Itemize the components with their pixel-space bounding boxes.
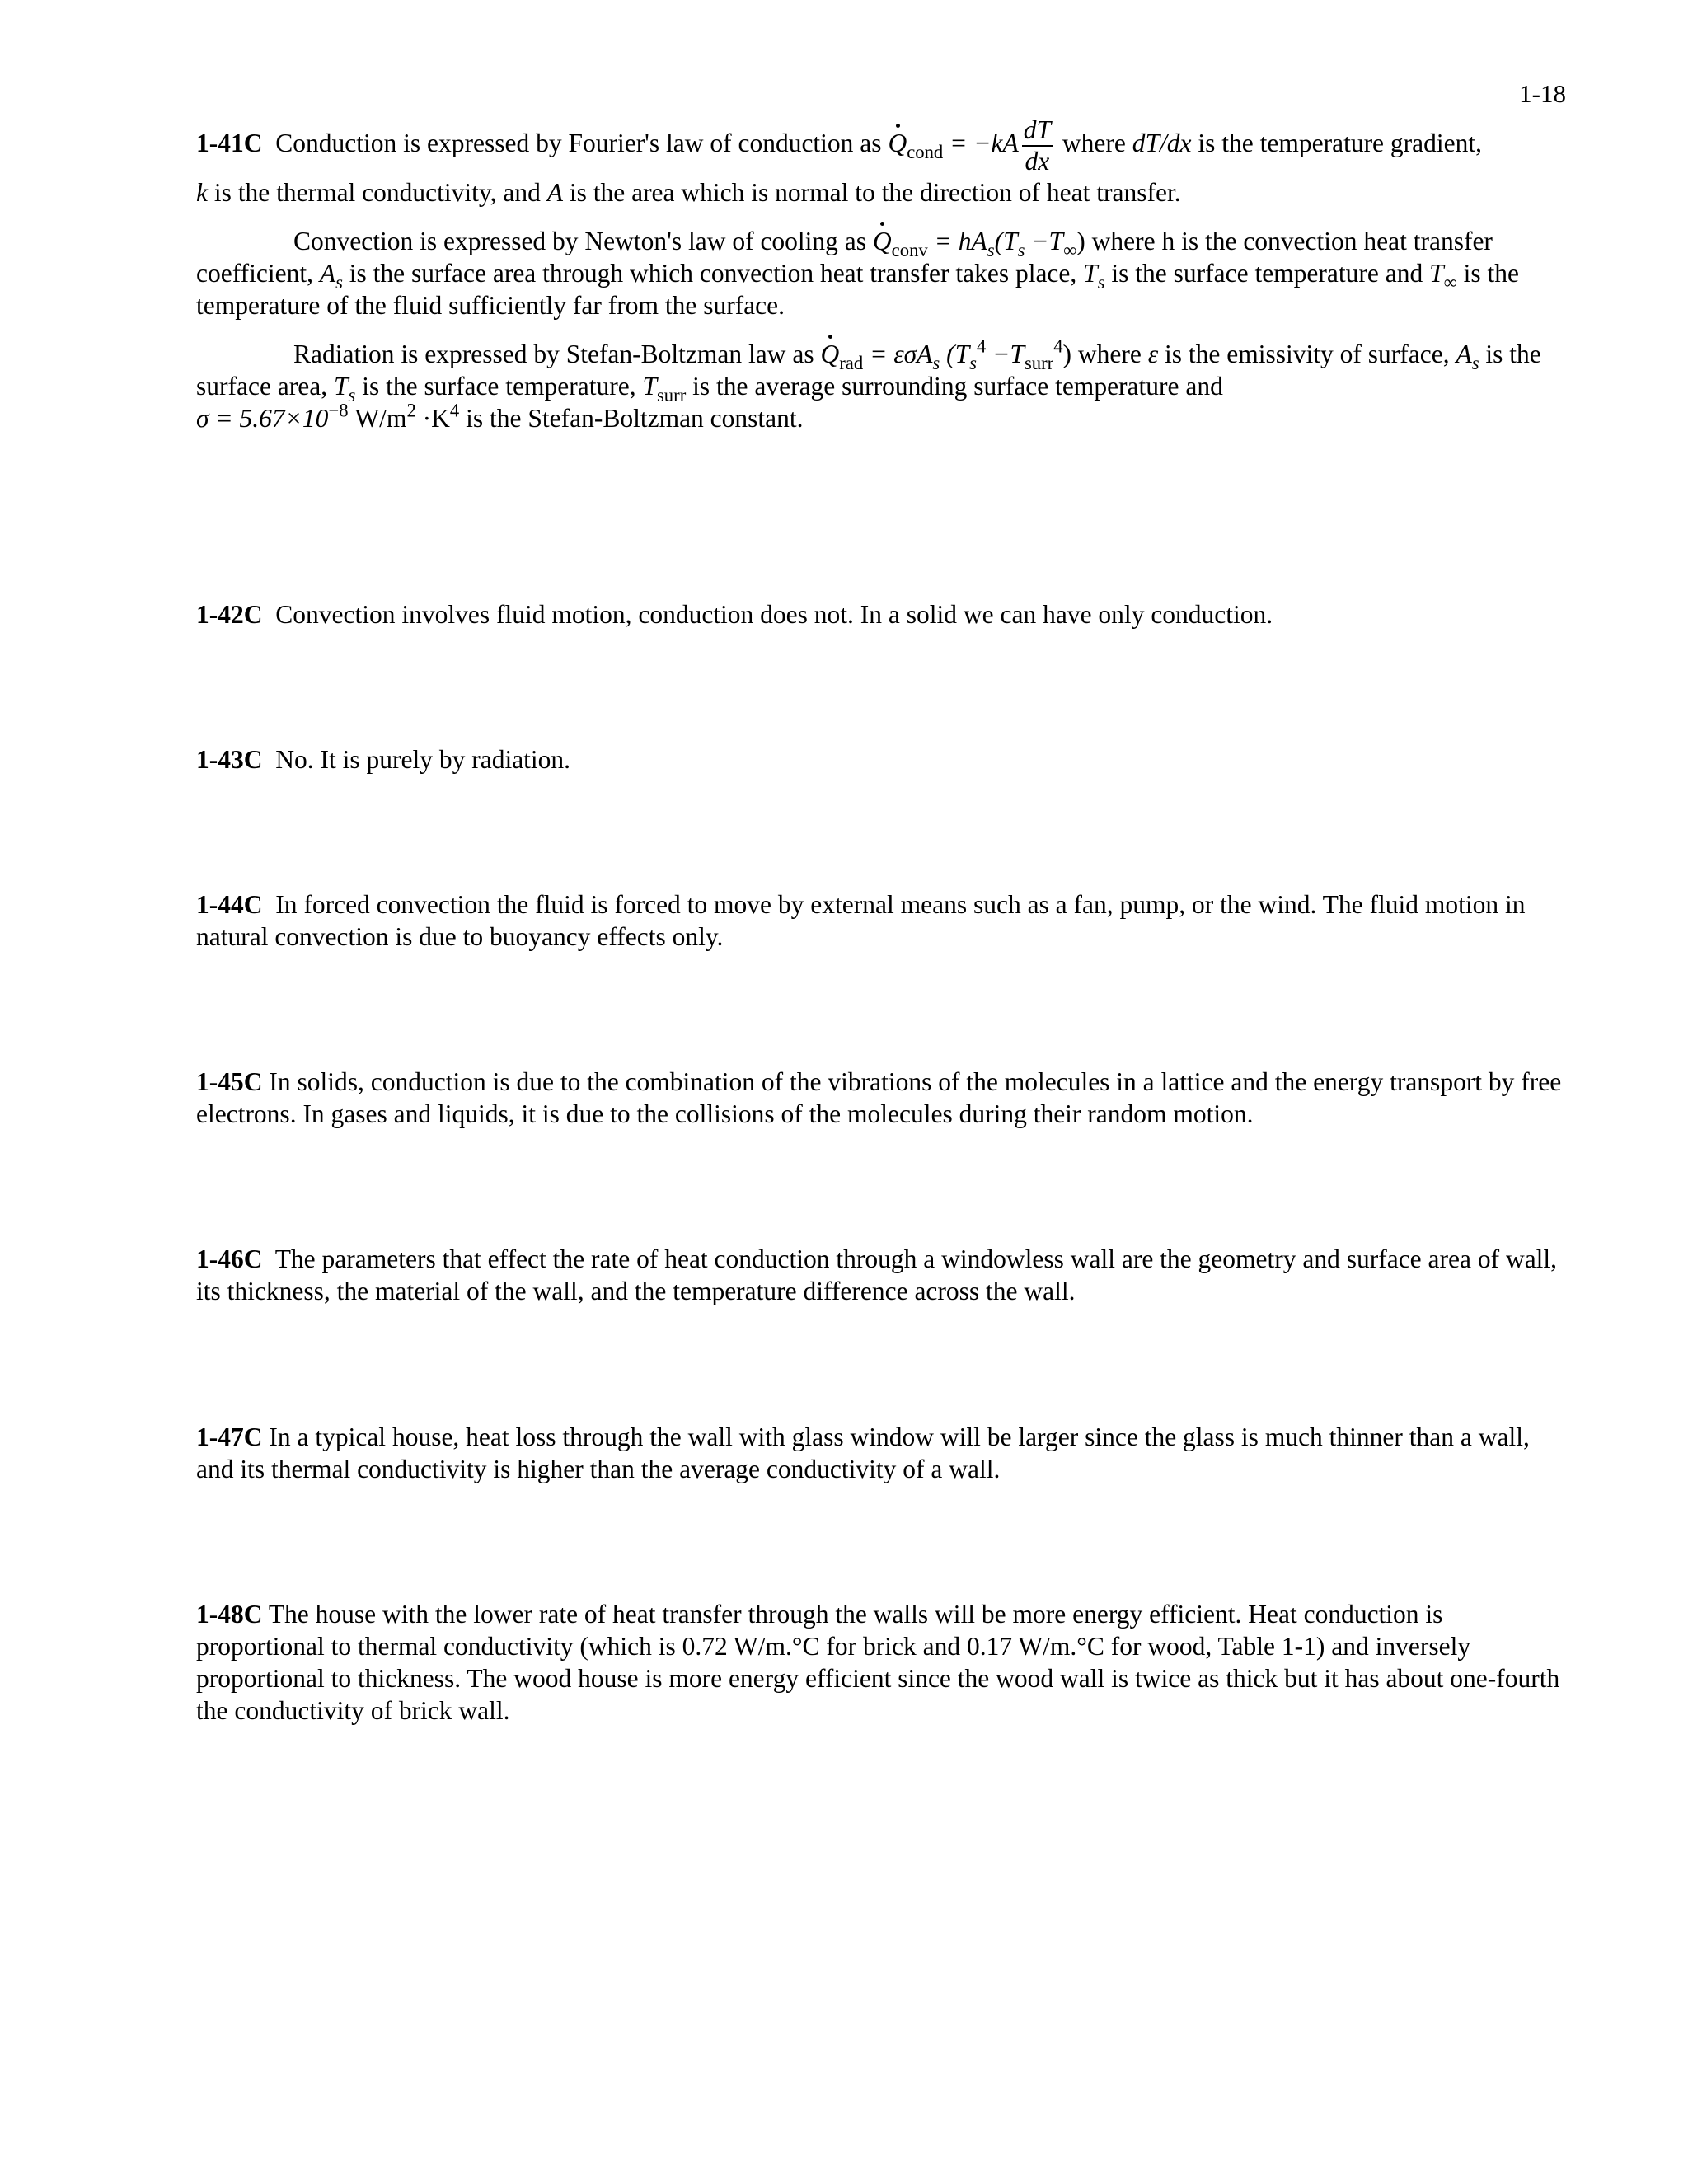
answer-number: 1-42C xyxy=(196,600,263,629)
answer-number: 1-45C xyxy=(196,1067,263,1096)
answer-1-47c xyxy=(196,1421,1564,1485)
answer-number: 1-44C xyxy=(196,890,263,919)
answer-number: 1-48C xyxy=(196,1600,263,1629)
answer-number: 1-43C xyxy=(196,745,263,774)
fourier-equation: $Q_{cond} = -kA$ $\frac{dT}{dx}$ xyxy=(888,115,1052,176)
page-number: 1-18 xyxy=(1519,79,1566,108)
answer-1-48c xyxy=(196,1598,1564,1727)
answer-1-41c xyxy=(196,115,1564,434)
stefan-boltzman-equation: $Q_{rad} = \varepsilon\sigma A_s$ $(T_s^4 -T_{surr}^4)$ xyxy=(820,335,1072,373)
answer-1-44c xyxy=(196,888,1564,953)
radiation-paragraph: Radiation is expressed by Stefan-Boltzman law as $Q_{rad} = \varepsilon\sigma A_s$ $(T_s^4 -T_{surr}^4)$ where ε is the emissivity of surface, $A_s$ is the surface area, $T_s$ is the surface temperature, $T_{surr}$ is the average surrounding surface temperature and $\sigma = 5.67\times 10^{-8}$ $W/m^2 \cdot K^4$ is the Stefan-Boltzman constant. xyxy=(196,335,1541,433)
conduction-paragraph: 1-41C Conduction is expressed by Fourier's law of conduction as $Q_{cond} = -kA$ $\frac{dT}{dx}$ where dT/dx is the temperature gradient, k is the thermal conductivity, and A is the area which is normal to the direction of heat transfer. xyxy=(196,115,1482,207)
answer-1-46c xyxy=(196,1243,1564,1307)
answer-text: The parameters that effect the rate of heat conduction through a windowless wall are the geometry and surface area of wall, its thickness, the material of the wall, and the temperature difference across the wall. xyxy=(196,1244,1558,1305)
answer-text: In a typical house, heat loss through the wall with glass window will be larger since the glass is much thinner than a wall, and its thermal conductivity is higher than the average conductivity of a wall. xyxy=(196,1422,1530,1483)
answer-text: In forced convection the fluid is forced to move by external means such as a fan, pump, or the wind. The fluid motion in natural convection is due to buoyancy effects only. xyxy=(196,890,1526,951)
answer-1-45c xyxy=(196,1066,1564,1130)
answer-1-43c xyxy=(196,743,1564,776)
answer-1-42c xyxy=(196,598,1564,630)
conduction-intro: Conduction is expressed by Fourier's law of conduction as xyxy=(275,129,882,158)
answer-text: Convection involves fluid motion, conduction does not. In a solid we can have only conduction. xyxy=(275,600,1273,629)
stefan-boltzman-constant: $\sigma = 5.67\times 10^{-8}$ $W/m^2 \cdot K^4$ xyxy=(196,400,460,433)
answer-number: 1-47C xyxy=(196,1422,263,1451)
newton-equation: $Q_{conv} = hA_s(T_s -T_\infty)$ xyxy=(872,227,1085,260)
answer-text: The house with the lower rate of heat transfer through the walls will be more energy efficient. Heat conduction is proportional to thermal conductivity (which is 0.72 W/m.°C for brick and 0.17 W/m.°C for wood, Table 1-1) and inversely proportional to thickness. The wood house is more energy efficient since the wood wall is twice as thick but it has about one-fourth the conductivity of brick wall. xyxy=(196,1600,1560,1725)
answer-number: 1-46C xyxy=(196,1244,263,1273)
answer-text: In solids, conduction is due to the combination of the vibrations of the molecules in a lattice and the energy transport by free electrons. In gases and liquids, it is due to the collisions of the molecules during their random motion. xyxy=(196,1067,1562,1128)
answer-number: 1-41C xyxy=(196,129,263,158)
gradient-fraction: $\frac{dT}{dx}$ xyxy=(1023,115,1052,176)
answer-text: No. It is purely by radiation. xyxy=(275,745,571,774)
convection-paragraph: Convection is expressed by Newton's law of cooling as $Q_{conv} = hA_s(T_s -T_\infty)$ where h is the convection heat transfer coefficient, $A_s$ is the surface area through which convection heat transfer takes place, $T_s$ is the surface temperature and $T_\infty$ is the temperature of the fluid sufficiently far from the surface. xyxy=(196,227,1520,320)
